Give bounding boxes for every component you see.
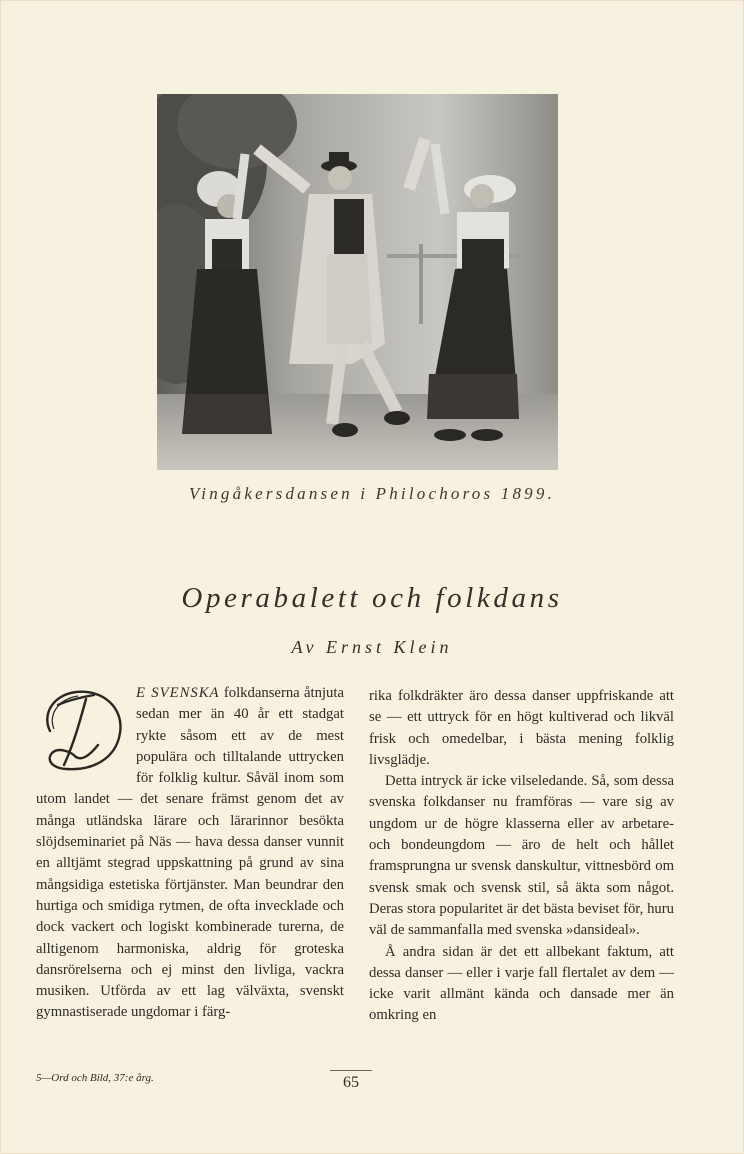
photo-illustration — [157, 94, 558, 470]
article-byline: Av Ernst Klein — [291, 637, 453, 657]
paragraph-3: Å andra sidan är det ett allbekant faktum, att dessa danser — eller i varje fall flertalet av dem — icke varit allmänt kända och dansade mer än omkring en — [369, 943, 674, 1024]
signature-mark: 5—Ord och Bild, 37:e årg. — [36, 1072, 154, 1084]
lead-words: E SVENSKA — [136, 685, 220, 701]
photograph-folk-dancers — [157, 94, 558, 470]
left-body-text: folkdanserna åtnjuta sedan mer än 40 år ett stadgat rykte såsom ett av de mest populära och tilltalande uttrycken för folklig kultur. Såväl inom som utom landet — det senare främst genom det av många utländska lärare och lärarinnor besökta slöjdseminariet på Näs — hava dessa danser vunnit en alltjämt stegrad uppskattning på grund av sina mångsidiga estetiska förtjänster. Man beundrar den hurtiga och smidiga rytmen, de ofta invecklade och dock vackert och logiskt kombinerade turerna, de alltigenom harmoniska, aldrig för groteska dansrörelserna och ej minst den livliga, vackra musiken. Utförda av ett lag välväxta, svenskt gymnastiserade ungdomar i färg- — [36, 685, 345, 1021]
page-number-rule — [330, 1070, 372, 1071]
paragraph-2: Detta intryck är icke vilseledande. Så, som dessa svenska folkdanser nu framföras — vare sig av ungdom ur de högre klasserna eller av arbetare- och bondeungdom — äro de helt och hållet framsprungna ur svensk danskultur, vittnesbörd om svensk smak och svensk stil, så äkta som något. Deras stora popularitet är det bästa beviset för, huru väl de sammanfalla med svenska »dansideal». — [369, 773, 674, 939]
paragraph-continued: rika folkdräkter äro dessa danser uppfriskande att se — ett uttryck för en högt kultiverad och likväl frisk och omedelbar, i bästa mening folklig livsglädje. — [369, 688, 674, 768]
article-column-right — [369, 686, 674, 1027]
page-number: 65 — [343, 1074, 359, 1091]
photo-caption: Vingåkersdansen i Philochoros 1899. — [188, 484, 556, 503]
decorative-initial-d — [36, 685, 128, 775]
article-title: Operabalett och folkdans — [181, 582, 563, 614]
article-column-left — [36, 683, 344, 1024]
